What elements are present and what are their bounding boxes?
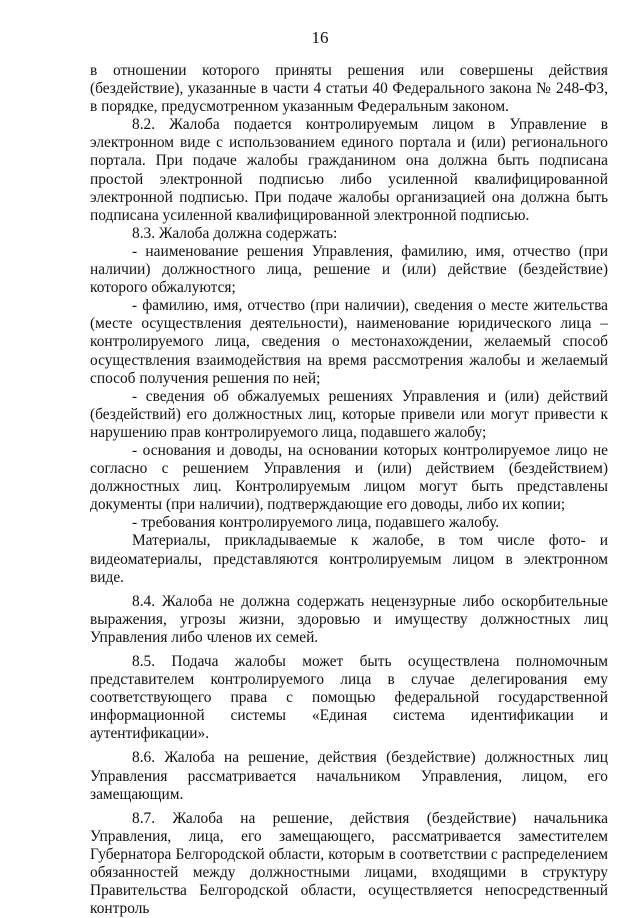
page-number: 16 bbox=[311, 28, 329, 47]
paragraph-materials: Материалы, прикладываемые к жалобе, в том числе фото- и видеоматериалы, представляются контролируемым лицом в электронном виде. bbox=[90, 532, 608, 586]
paragraph-8-3: 8.3. Жалоба должна содержать: bbox=[132, 224, 338, 242]
paragraph-8-2: 8.2. Жалоба подается контролируемым лицом в Управление в электронном виде с использованием единого портала и (или) регионального портала. При подаче жалобы гражданином она должна быть подписана простой электронной подписью либо усиленной квалифицированной электронной подписью. При подаче жалобы организацией она должна быть подписана усиленной квалифицированной электронной подписью. bbox=[90, 116, 608, 224]
list-item-decision-name: - наименование решения Управления, фамилию, имя, отчество (при наличии) должностного лица, решение и (или) действие (бездействие) которого обжалуются; bbox=[90, 242, 608, 297]
document-body bbox=[90, 62, 608, 918]
list-item-requirements: - требования контролируемого лица, подавшего жалобу. bbox=[132, 514, 500, 532]
paragraph-8-5: 8.5. Подача жалобы может быть осуществлена полномочным представителем контролируемого лица в случае делегирования ему соответствующего права с помощью федеральной государственной информационной системы «Единая система идентификации и аутентификации». bbox=[90, 653, 608, 743]
list-item-complainant-details: - фамилию, имя, отчество (при наличии), сведения о месте жительства (месте осуществления деятельности), наименование юридического лица – контролируемого лица, сведения о местонахождении, желаемый способ осуществления взаимодействия на время рассмотрения жалобы и желаемый способ получения решения по ней; bbox=[90, 297, 608, 387]
paragraph-8-7: 8.7. Жалоба на решение, действия (бездействие) начальника Управления, лица, его замещающего, рассматривается заместителем Губернатора Белгородской области, которым в соответствии с распределением обязанностей между должностными лицами, входящими в структуру Правительства Белгородской области, осуществляется непосредственный контроль bbox=[90, 809, 608, 918]
list-item-grounds: - основания и доводы, на основании которых контролируемое лицо не согласно с решением Управления и (или) действием (бездействием) должностных лиц. Контролируемым лицом могут быть представлены документы (при наличии), подтверждающие его доводы, либо их копии; bbox=[90, 441, 608, 514]
paragraph-8-4: 8.4. Жалоба не должна содержать нецензурные либо оскорбительные выражения, угрозы жизни, здоровью и имуществу должностных лиц Управления либо членов их семей. bbox=[90, 592, 608, 646]
paragraph-continuation: в отношении которого приняты решения или совершены действия (бездействие), указанные в части 4 статьи 40 Федерального закона № 248-ФЗ, в порядке, предусмотренном указанным Федеральным законом. bbox=[90, 62, 608, 116]
paragraph-8-6: 8.6. Жалоба на решение, действия (бездействие) должностных лиц Управления рассматривается начальником Управления, лицом, его замещающим. bbox=[90, 749, 608, 803]
list-item-appealed-decisions: - сведения об обжалуемых решениях Управления и (или) действий (бездействий) его должностных лиц, которые привели или могут привести к нарушению прав контролируемого лица, подавшего жалобу; bbox=[90, 387, 608, 441]
